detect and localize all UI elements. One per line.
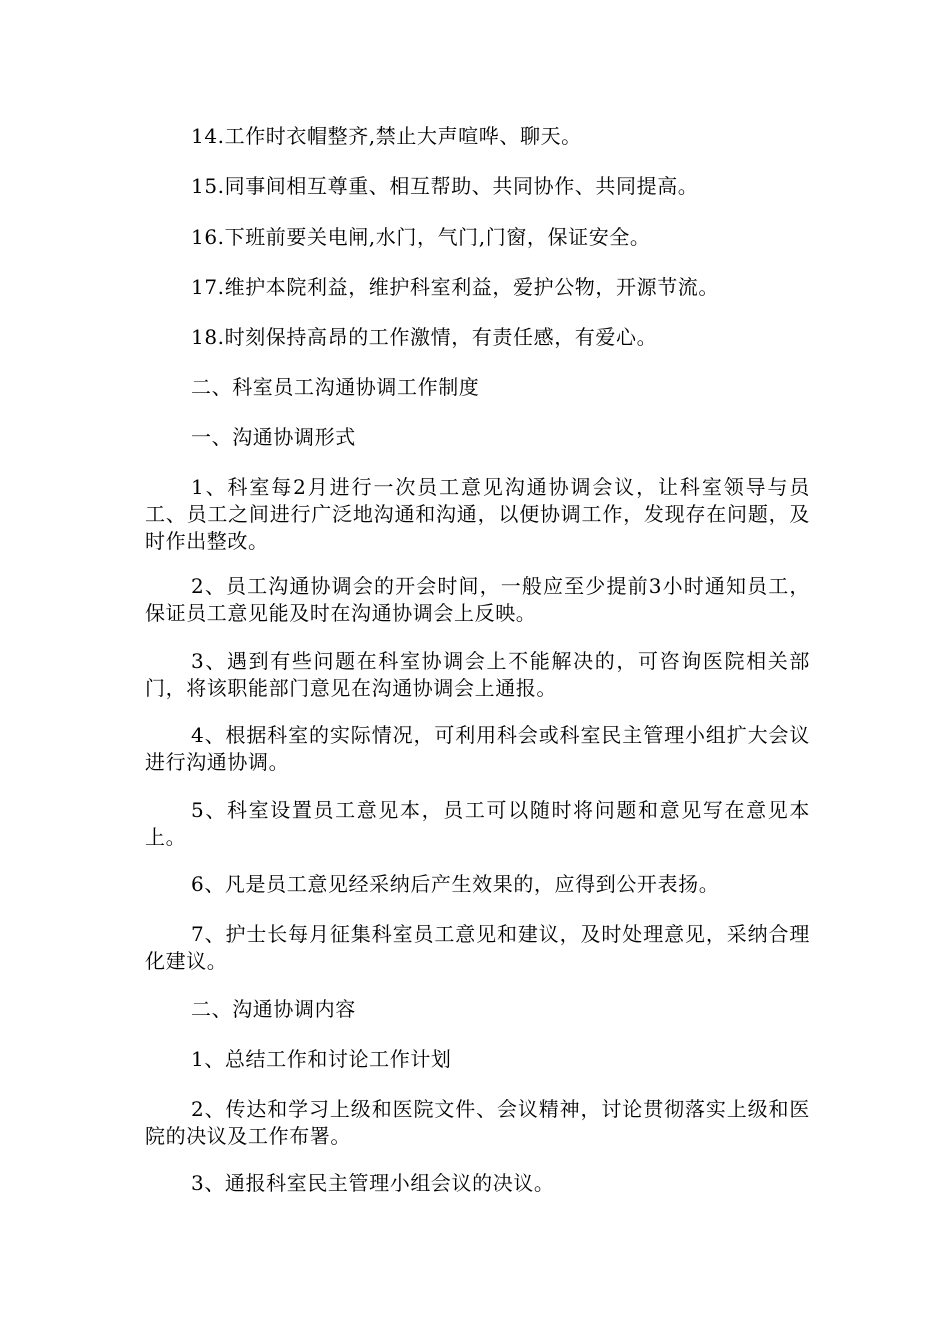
rule-item-17: 17.维护本院利益，维护科室利益，爱护公物，开源节流。 (191, 275, 720, 299)
form-item-6: 6、凡是员工意见经采纳后产生效果的，应得到公开表扬。 (191, 872, 720, 896)
form-item-1: 1、科室每2月进行一次员工意见沟通协调会议，让科室领导与员工、员工之间进行广泛地沟通和沟通，以便协调工作，发现存在问题，及时作出整改。 (145, 475, 810, 553)
form-item-7: 7、护士长每月征集科室员工意见和建议，及时处理意见，采纳合理化建议。 (145, 922, 810, 973)
rule-item-18: 18.时刻保持高昂的工作激情，有责任感，有爱心。 (191, 325, 658, 349)
form-item-5: 5、科室设置员工意见本，员工可以随时将问题和意见写在意见本上。 (145, 798, 810, 849)
subsection-heading: 二、沟通协调内容 (191, 997, 356, 1021)
subsection-heading: 一、沟通协调形式 (191, 425, 356, 449)
content-item-3: 3、通报科室民主管理小组会议的决议。 (191, 1171, 555, 1195)
rule-item-14: 14.工作时衣帽整齐,禁止大声喧哗、聊天。 (191, 124, 582, 148)
form-item-2: 2、员工沟通协调会的开会时间，一般应至少提前3小时通知员工，保证员工意见能及时在沟通协调会上反映。 (145, 574, 810, 625)
section-heading: 二、科室员工沟通协调工作制度 (191, 375, 480, 399)
content-item-1: 1、总结工作和讨论工作计划 (191, 1047, 452, 1071)
form-item-3: 3、遇到有些问题在科室协调会上不能解决的，可咨询医院相关部门，将该职能部门意见在沟通协调会上通报。 (145, 649, 810, 700)
rule-item-16: 16.下班前要关电闸,水门，气门,门窗，保证安全。 (191, 225, 651, 249)
rule-item-15: 15.同事间相互尊重、相互帮助、共同协作、共同提高。 (191, 174, 699, 198)
form-item-4: 4、根据科室的实际情况，可利用科会或科室民主管理小组扩大会议进行沟通协调。 (145, 723, 810, 774)
content-item-2: 2、传达和学习上级和医院文件、会议精神，讨论贯彻落实上级和医院的决议及工作布署。 (145, 1097, 810, 1148)
